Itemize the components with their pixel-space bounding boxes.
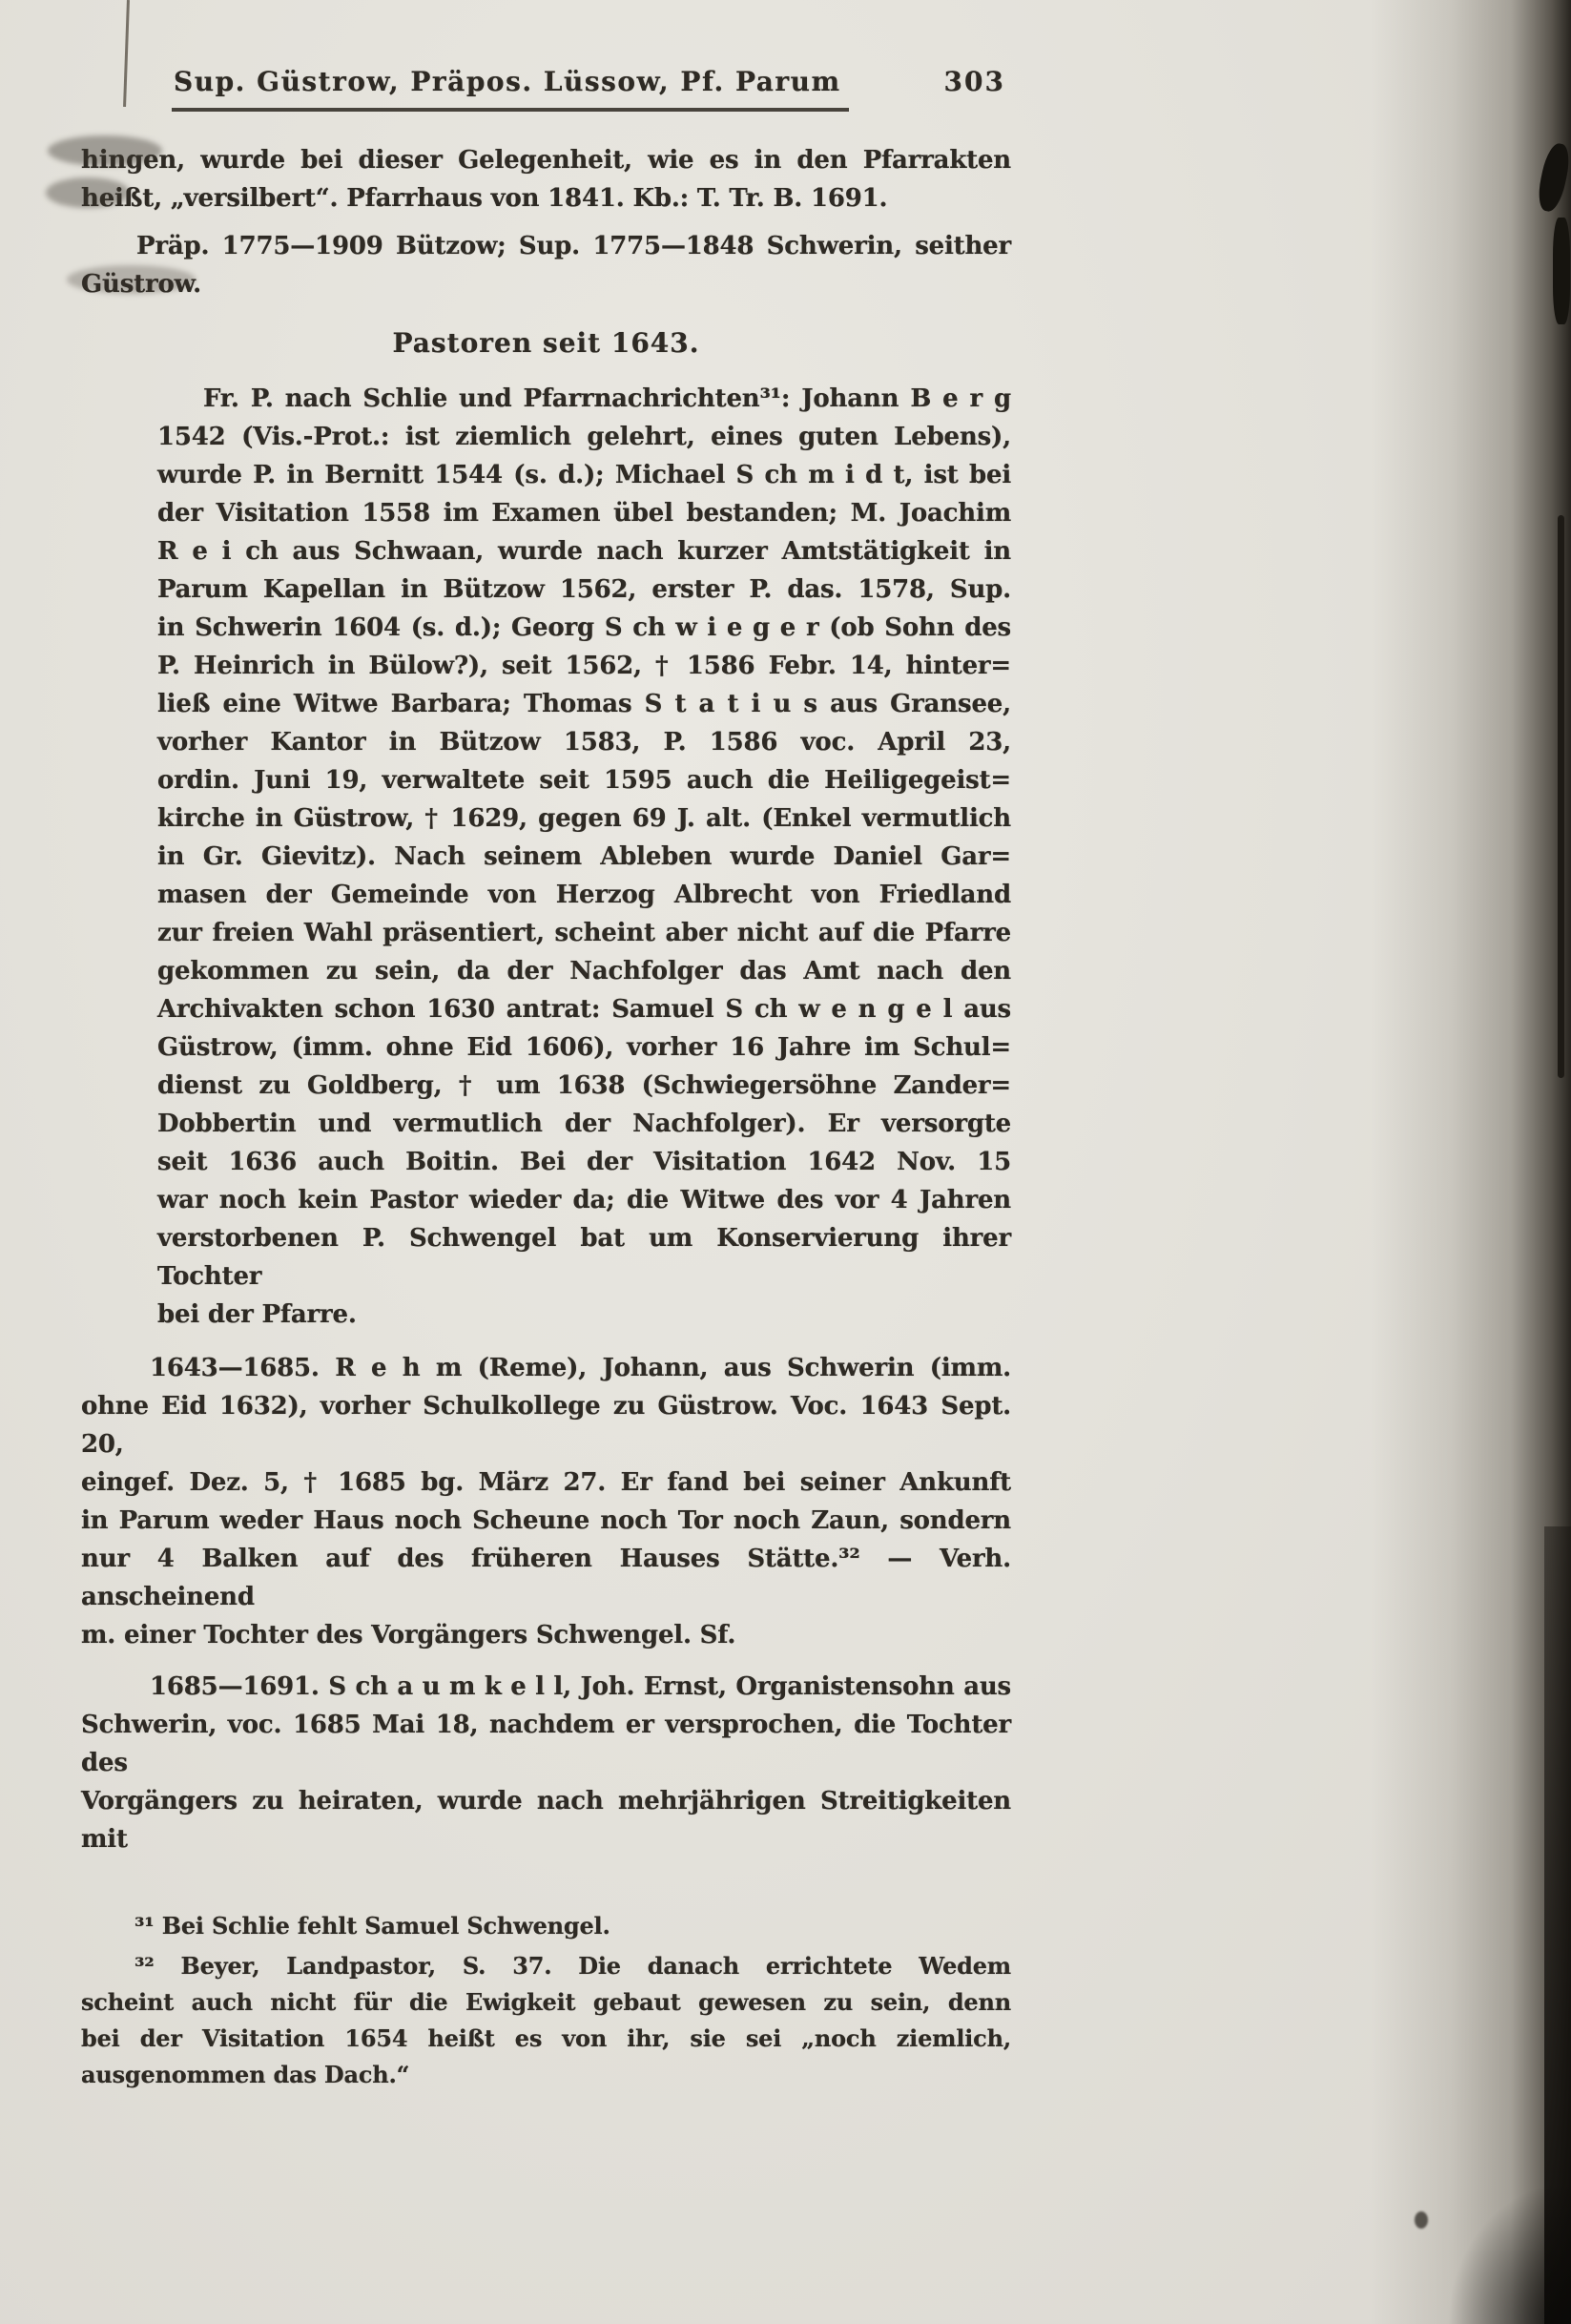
text-line: R e i ch aus Schwaan, wurde nach kurzer Amtstätigkeit in	[157, 537, 1011, 566]
text-line: nur 4 Balken auf des früheren Hauses Stätte.³² — Verh. anscheinend	[81, 1545, 1011, 1611]
page-content	[81, 63, 1011, 2097]
page-header	[81, 63, 1011, 118]
running-header: Sup. Güstrow, Präpos. Lüssow, Pf. Parum	[172, 63, 849, 112]
paragraph-pastoren-history	[157, 380, 1011, 1334]
footnote-31	[81, 1908, 1011, 1944]
section-heading: Pastoren seit 1643.	[392, 327, 700, 359]
edge-ink-line	[1558, 515, 1564, 1078]
paragraph-praepositur	[81, 227, 1011, 303]
text-line: Präp. 1775—1909 Bützow; Sup. 1775—1848 Schwerin, seither	[136, 232, 1011, 260]
text-line: Parum Kapellan in Bützow 1562, erster P. das. 1578, Sup.	[157, 575, 1011, 604]
footnote-32	[81, 1948, 1011, 2093]
text-line: in Schwerin 1604 (s. d.); Georg S ch w i e g e r (ob Sohn des	[157, 613, 1011, 642]
text-line: in Gr. Gievitz). Nach seinem Ableben wurde Daniel Gar=	[157, 842, 1011, 871]
text-line: bei der Pfarre.	[157, 1300, 357, 1329]
text-line: scheint auch nicht für die Ewigkeit gebaut gewesen zu sein, denn	[81, 1988, 1011, 2016]
text-line: ließ eine Witwe Barbara; Thomas S t a t i u s aus Gransee,	[157, 690, 1011, 718]
page-number: 303	[943, 66, 1005, 97]
text-line: seit 1636 auch Boitin. Bei der Visitation 1642 Nov. 15	[157, 1148, 1011, 1176]
paragraph-schaumkell	[81, 1668, 1011, 1858]
edge-ink-blot-2	[1553, 218, 1570, 324]
paragraph-rehm	[81, 1349, 1011, 1654]
text-line: zur freien Wahl präsentiert, scheint aber nicht auf die Pfarre	[157, 919, 1011, 947]
text-line: ordin. Juni 19, verwaltete seit 1595 auch die Heiligegeist=	[157, 766, 1011, 795]
footnotes-section	[81, 1908, 1011, 2093]
text-line: war noch kein Pastor wieder da; die Witwe des vor 4 Jahren	[157, 1186, 1011, 1214]
paper-speck	[1415, 2211, 1428, 2229]
binding-shadow	[1371, 0, 1571, 2324]
text-line: kirche in Güstrow, † 1629, gegen 69 J. alt. (Enkel vermutlich	[157, 804, 1011, 833]
text-line: eingef. Dez. 5, † 1685 bg. März 27. Er fand bei seiner Ankunft	[81, 1468, 1011, 1497]
text-line: der Visitation 1558 im Examen übel bestanden; M. Joachim	[157, 499, 1011, 528]
text-line: Schwerin, voc. 1685 Mai 18, nachdem er versprochen, die Tochter des	[81, 1711, 1011, 1777]
edge-dark-band	[1544, 1526, 1571, 2324]
corner-shadow	[1447, 2181, 1571, 2324]
text-line: Dobbertin und vermutlich der Nachfolger). Er versorgte	[157, 1110, 1011, 1138]
text-line: verstorbenen P. Schwengel bat um Konservierung ihrer Tochter	[157, 1224, 1011, 1291]
text-line: heißt, „versilbert“. Pfarrhaus von 1841. Kb.: T. Tr. B. 1691.	[81, 184, 888, 213]
text-line: ohne Eid 1632), vorher Schulkollege zu Güstrow. Voc. 1643 Sept. 20,	[81, 1392, 1011, 1459]
text-line: vorher Kantor in Bützow 1583, P. 1586 voc. April 23,	[157, 728, 1011, 757]
text-line: Güstrow, (imm. ohne Eid 1606), vorher 16 Jahre im Schul=	[157, 1033, 1011, 1062]
text-line: dienst zu Goldberg, † um 1638 (Schwiegersöhne Zander=	[157, 1071, 1011, 1100]
text-line: Güstrow.	[81, 270, 202, 299]
text-line: masen der Gemeinde von Herzog Albrecht von Friedland	[157, 881, 1011, 909]
text-line: in Parum weder Haus noch Scheune noch Tor noch Zaun, sondern	[81, 1506, 1011, 1535]
paragraph-continuation	[81, 141, 1011, 218]
text-line: ³² Beyer, Landpastor, S. 37. Die danach errichtete Wedem	[134, 1952, 1011, 1980]
text-line: ³¹ Bei Schlie fehlt Samuel Schwengel.	[134, 1912, 610, 1940]
text-line: Archivakten schon 1630 antrat: Samuel S ch w e n g e l aus	[157, 995, 1011, 1024]
text-line: wurde P. in Bernitt 1544 (s. d.); Michael S ch m i d t, ist bei	[157, 461, 1011, 489]
text-line: gekommen zu sein, da der Nachfolger das Amt nach den	[157, 957, 1011, 986]
text-line: m. einer Tochter des Vorgängers Schwengel. Sf.	[81, 1621, 736, 1650]
text-line: ausgenommen das Dach.“	[81, 2061, 410, 2088]
text-line: Fr. P. nach Schlie und Pfarrnachrichten³¹: Johann B e r g	[203, 384, 1011, 413]
text-line: 1643—1685. R e h m (Reme), Johann, aus Schwerin (imm.	[150, 1354, 1011, 1382]
edge-ink-blot-1	[1535, 141, 1571, 214]
text-line: hingen, wurde bei dieser Gelegenheit, wie es in den Pfarrakten	[81, 146, 1011, 175]
text-line: bei der Visitation 1654 heißt es von ihr, sie sei „noch ziemlich,	[81, 2024, 1011, 2052]
text-line: Vorgängers zu heiraten, wurde nach mehrjährigen Streitigkeiten mit	[81, 1787, 1011, 1854]
text-line: 1685—1691. S ch a u m k e l l, Joh. Ernst, Organistensohn aus	[150, 1672, 1011, 1701]
text-line: P. Heinrich in Bülow?), seit 1562, † 1586 Febr. 14, hinter=	[157, 652, 1011, 680]
text-line: 1542 (Vis.-Prot.: ist ziemlich gelehrt, eines guten Lebens),	[157, 423, 1011, 451]
